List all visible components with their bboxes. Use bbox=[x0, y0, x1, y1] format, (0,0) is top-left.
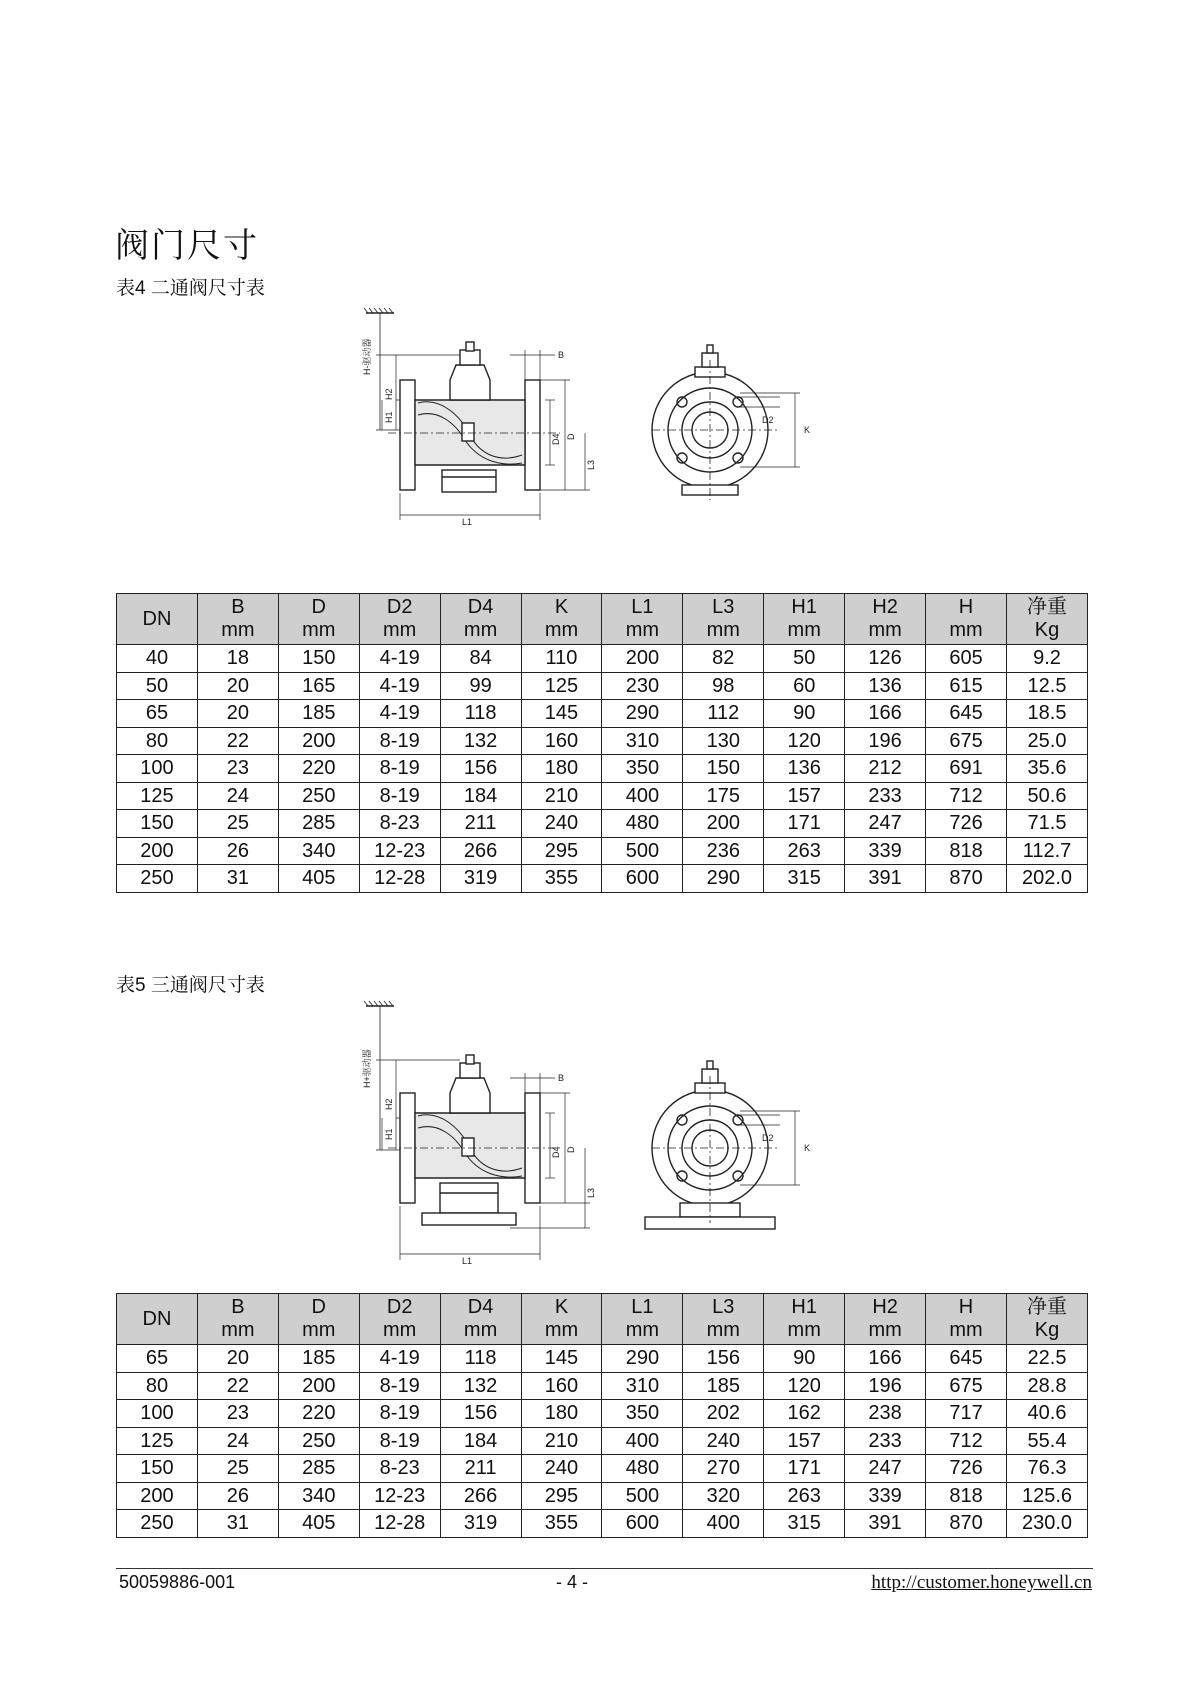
table-cell: 202 bbox=[683, 1400, 764, 1428]
table-cell: 84 bbox=[440, 645, 521, 673]
drawing4-label-b: B bbox=[558, 350, 565, 360]
table-row bbox=[117, 672, 1088, 700]
table5-header-cell: L3 mm bbox=[683, 1294, 764, 1345]
table5-header-cell: D4 mm bbox=[440, 1294, 521, 1345]
table-cell: 150 bbox=[683, 755, 764, 783]
table-cell: 285 bbox=[278, 810, 359, 838]
table-row bbox=[117, 782, 1088, 810]
table-cell: 125.6 bbox=[1006, 1482, 1087, 1510]
table-cell: 290 bbox=[602, 700, 683, 728]
table-cell: 320 bbox=[683, 1482, 764, 1510]
table-cell: 125 bbox=[117, 782, 198, 810]
table-row bbox=[117, 755, 1088, 783]
table-cell: 200 bbox=[117, 837, 198, 865]
table-cell: 98 bbox=[683, 672, 764, 700]
table-cell: 31 bbox=[197, 1510, 278, 1538]
table-cell: 26 bbox=[197, 837, 278, 865]
table-row bbox=[117, 1455, 1088, 1483]
table-cell: 500 bbox=[602, 837, 683, 865]
table-cell: 220 bbox=[278, 1400, 359, 1428]
drawing4-label-d: D bbox=[566, 433, 576, 440]
table-cell: 20 bbox=[197, 672, 278, 700]
table-cell: 160 bbox=[521, 1372, 602, 1400]
table-cell: 40 bbox=[117, 645, 198, 673]
table-cell: 166 bbox=[845, 1345, 926, 1373]
table-cell: 125 bbox=[521, 672, 602, 700]
table4-header-cell: H1 mm bbox=[764, 594, 845, 645]
footer-divider bbox=[116, 1568, 1093, 1569]
table-cell: 285 bbox=[278, 1455, 359, 1483]
table-cell: 4-19 bbox=[359, 672, 440, 700]
table-row bbox=[117, 1400, 1088, 1428]
table-cell: 712 bbox=[926, 1427, 1007, 1455]
table-cell: 295 bbox=[521, 1482, 602, 1510]
table-cell: 315 bbox=[764, 865, 845, 893]
table-cell: 20 bbox=[197, 1345, 278, 1373]
table-cell: 25 bbox=[197, 1455, 278, 1483]
table-row bbox=[117, 865, 1088, 893]
table5-header-cell: H1 mm bbox=[764, 1294, 845, 1345]
table-cell: 12-23 bbox=[359, 837, 440, 865]
table5-header-cell: 净重 Kg bbox=[1006, 1294, 1087, 1345]
table-cell: 400 bbox=[602, 1427, 683, 1455]
table-cell: 90 bbox=[764, 700, 845, 728]
table5-dimensions bbox=[116, 1293, 1088, 1538]
drawing5-label-k: K bbox=[804, 1143, 811, 1153]
table-cell: 184 bbox=[440, 782, 521, 810]
table4-header-cell: K mm bbox=[521, 594, 602, 645]
table5-header-cell: H mm bbox=[926, 1294, 1007, 1345]
table-cell: 405 bbox=[278, 865, 359, 893]
table-cell: 391 bbox=[845, 865, 926, 893]
table-cell: 132 bbox=[440, 727, 521, 755]
table4-header-cell: L3 mm bbox=[683, 594, 764, 645]
table4-header-cell: D2 mm bbox=[359, 594, 440, 645]
table-cell: 166 bbox=[845, 700, 926, 728]
table-cell: 156 bbox=[440, 1400, 521, 1428]
table-cell: 240 bbox=[521, 1455, 602, 1483]
table-cell: 35.6 bbox=[1006, 755, 1087, 783]
drawing5-label-h2: H2 bbox=[384, 1098, 394, 1110]
table-cell: 9.2 bbox=[1006, 645, 1087, 673]
table-cell: 20 bbox=[197, 700, 278, 728]
table-cell: 28.8 bbox=[1006, 1372, 1087, 1400]
table-cell: 136 bbox=[764, 755, 845, 783]
table-cell: 150 bbox=[117, 810, 198, 838]
table-cell: 196 bbox=[845, 1372, 926, 1400]
table-cell: 600 bbox=[602, 1510, 683, 1538]
table4-header-cell: D mm bbox=[278, 594, 359, 645]
table-cell: 266 bbox=[440, 837, 521, 865]
table-cell: 24 bbox=[197, 1427, 278, 1455]
table-cell: 8-19 bbox=[359, 782, 440, 810]
drawing4-label-h2: H2 bbox=[384, 388, 394, 400]
table4-header-cell: 净重 Kg bbox=[1006, 594, 1087, 645]
table-cell: 112.7 bbox=[1006, 837, 1087, 865]
table-cell: 818 bbox=[926, 837, 1007, 865]
table-cell: 645 bbox=[926, 700, 1007, 728]
table-cell: 350 bbox=[602, 1400, 683, 1428]
table5-header-cell: L1 mm bbox=[602, 1294, 683, 1345]
table-cell: 82 bbox=[683, 645, 764, 673]
table4-body bbox=[117, 645, 1088, 893]
table-row bbox=[117, 1510, 1088, 1538]
table-cell: 80 bbox=[117, 1372, 198, 1400]
table-cell: 8-19 bbox=[359, 1427, 440, 1455]
table-cell: 675 bbox=[926, 1372, 1007, 1400]
table-cell: 12-23 bbox=[359, 1482, 440, 1510]
table-cell: 290 bbox=[602, 1345, 683, 1373]
table-cell: 171 bbox=[764, 1455, 845, 1483]
table-cell: 230 bbox=[602, 672, 683, 700]
table-cell: 870 bbox=[926, 865, 1007, 893]
table-cell: 391 bbox=[845, 1510, 926, 1538]
table-cell: 8-23 bbox=[359, 1455, 440, 1483]
table-cell: 23 bbox=[197, 1400, 278, 1428]
table-cell: 175 bbox=[683, 782, 764, 810]
table5-header-cell: B mm bbox=[197, 1294, 278, 1345]
table-cell: 162 bbox=[764, 1400, 845, 1428]
table-cell: 310 bbox=[602, 727, 683, 755]
table-cell: 118 bbox=[440, 700, 521, 728]
table-cell: 145 bbox=[521, 1345, 602, 1373]
table-cell: 22.5 bbox=[1006, 1345, 1087, 1373]
table-cell: 145 bbox=[521, 700, 602, 728]
two-way-valve-drawing bbox=[360, 305, 1080, 570]
table-cell: 238 bbox=[845, 1400, 926, 1428]
table4-dimensions bbox=[116, 593, 1088, 893]
table-cell: 112 bbox=[683, 700, 764, 728]
table-cell: 315 bbox=[764, 1510, 845, 1538]
table-cell: 691 bbox=[926, 755, 1007, 783]
footer-url-link[interactable]: http://customer.honeywell.cn bbox=[871, 1572, 1092, 1593]
table-cell: 99 bbox=[440, 672, 521, 700]
table-cell: 55.4 bbox=[1006, 1427, 1087, 1455]
table4-header-row bbox=[117, 594, 1088, 645]
table-cell: 319 bbox=[440, 865, 521, 893]
drawing4-label-h1: H1 bbox=[384, 411, 394, 423]
drawing5-label-h1: H1 bbox=[384, 1128, 394, 1140]
table-cell: 180 bbox=[521, 1400, 602, 1428]
table-cell: 870 bbox=[926, 1510, 1007, 1538]
table-row bbox=[117, 1482, 1088, 1510]
table5-header-cell: D2 mm bbox=[359, 1294, 440, 1345]
table-cell: 247 bbox=[845, 1455, 926, 1483]
table-cell: 645 bbox=[926, 1345, 1007, 1373]
table4-header-cell: L1 mm bbox=[602, 594, 683, 645]
table-cell: 185 bbox=[278, 700, 359, 728]
table-cell: 4-19 bbox=[359, 1345, 440, 1373]
table5-header-cell: H2 mm bbox=[845, 1294, 926, 1345]
table-cell: 120 bbox=[764, 1372, 845, 1400]
table-cell: 156 bbox=[683, 1345, 764, 1373]
table-cell: 125 bbox=[117, 1427, 198, 1455]
table-cell: 200 bbox=[278, 1372, 359, 1400]
table-cell: 126 bbox=[845, 645, 926, 673]
table5-header-cell: D mm bbox=[278, 1294, 359, 1345]
drawing4-label-d4: D4 bbox=[551, 433, 561, 445]
drawing4-label-d2: D2 bbox=[762, 415, 774, 425]
table-cell: 339 bbox=[845, 837, 926, 865]
table4-header-cell: H2 mm bbox=[845, 594, 926, 645]
table-cell: 40.6 bbox=[1006, 1400, 1087, 1428]
drawing5-label-d: D bbox=[566, 1146, 576, 1153]
table-cell: 295 bbox=[521, 837, 602, 865]
table-cell: 132 bbox=[440, 1372, 521, 1400]
table-cell: 157 bbox=[764, 1427, 845, 1455]
table-cell: 4-19 bbox=[359, 645, 440, 673]
table-cell: 25.0 bbox=[1006, 727, 1087, 755]
table-cell: 171 bbox=[764, 810, 845, 838]
table-cell: 150 bbox=[278, 645, 359, 673]
table-cell: 480 bbox=[602, 1455, 683, 1483]
table-cell: 220 bbox=[278, 755, 359, 783]
table-cell: 340 bbox=[278, 1482, 359, 1510]
table-cell: 200 bbox=[602, 645, 683, 673]
table-cell: 717 bbox=[926, 1400, 1007, 1428]
table-cell: 130 bbox=[683, 727, 764, 755]
table-cell: 250 bbox=[278, 1427, 359, 1455]
table-cell: 8-19 bbox=[359, 727, 440, 755]
table-cell: 50 bbox=[117, 672, 198, 700]
three-way-valve-drawing bbox=[360, 998, 1080, 1278]
table-cell: 500 bbox=[602, 1482, 683, 1510]
drawing4-label-l1: L1 bbox=[462, 517, 473, 527]
table-cell: 250 bbox=[278, 782, 359, 810]
table-cell: 18 bbox=[197, 645, 278, 673]
table-cell: 71.5 bbox=[1006, 810, 1087, 838]
table-cell: 118 bbox=[440, 1345, 521, 1373]
table-cell: 18.5 bbox=[1006, 700, 1087, 728]
table-cell: 60 bbox=[764, 672, 845, 700]
table-cell: 675 bbox=[926, 727, 1007, 755]
table-cell: 31 bbox=[197, 865, 278, 893]
table-cell: 405 bbox=[278, 1510, 359, 1538]
table-cell: 319 bbox=[440, 1510, 521, 1538]
drawing5-label-b: B bbox=[558, 1073, 565, 1083]
table-row bbox=[117, 727, 1088, 755]
table-cell: 180 bbox=[521, 755, 602, 783]
footer-doc-number: 50059886-001 bbox=[119, 1572, 236, 1592]
drawing5-label-l3: L3 bbox=[586, 1187, 596, 1198]
table-cell: 233 bbox=[845, 1427, 926, 1455]
table-row bbox=[117, 810, 1088, 838]
table-cell: 8-19 bbox=[359, 1400, 440, 1428]
table-cell: 22 bbox=[197, 1372, 278, 1400]
table4-header-cell: DN bbox=[117, 594, 198, 645]
table-cell: 726 bbox=[926, 1455, 1007, 1483]
table4-header-cell: H mm bbox=[926, 594, 1007, 645]
table-cell: 24 bbox=[197, 782, 278, 810]
drawing4-label-k: K bbox=[804, 425, 811, 435]
table4-caption: 表4 二通阀尺寸表 bbox=[116, 278, 265, 299]
table5-header-cell: K mm bbox=[521, 1294, 602, 1345]
table-cell: 270 bbox=[683, 1455, 764, 1483]
table-cell: 355 bbox=[521, 1510, 602, 1538]
table-cell: 156 bbox=[440, 755, 521, 783]
table-cell: 12.5 bbox=[1006, 672, 1087, 700]
table-cell: 22 bbox=[197, 727, 278, 755]
table-cell: 339 bbox=[845, 1482, 926, 1510]
table-cell: 200 bbox=[117, 1482, 198, 1510]
table-cell: 165 bbox=[278, 672, 359, 700]
table-cell: 185 bbox=[278, 1345, 359, 1373]
table5-header-row bbox=[117, 1294, 1088, 1345]
table-row bbox=[117, 1345, 1088, 1373]
table-cell: 184 bbox=[440, 1427, 521, 1455]
drawing4-label-h-actuator: H-驱动器 bbox=[362, 338, 372, 375]
table-cell: 350 bbox=[602, 755, 683, 783]
table-cell: 263 bbox=[764, 837, 845, 865]
table-cell: 50.6 bbox=[1006, 782, 1087, 810]
table-cell: 120 bbox=[764, 727, 845, 755]
table-cell: 200 bbox=[683, 810, 764, 838]
drawing4-label-l3: L3 bbox=[586, 459, 596, 470]
table-cell: 240 bbox=[683, 1427, 764, 1455]
table-cell: 23 bbox=[197, 755, 278, 783]
table-cell: 26 bbox=[197, 1482, 278, 1510]
table5-caption: 表5 三通阀尺寸表 bbox=[116, 975, 265, 996]
table-cell: 210 bbox=[521, 782, 602, 810]
table-cell: 65 bbox=[117, 1345, 198, 1373]
table-row bbox=[117, 837, 1088, 865]
table-cell: 196 bbox=[845, 727, 926, 755]
drawing5-label-h-actuator: H+驱动器 bbox=[362, 1049, 372, 1088]
table-cell: 818 bbox=[926, 1482, 1007, 1510]
table-cell: 8-19 bbox=[359, 1372, 440, 1400]
table-cell: 76.3 bbox=[1006, 1455, 1087, 1483]
table-cell: 211 bbox=[440, 810, 521, 838]
table-cell: 250 bbox=[117, 865, 198, 893]
table-row bbox=[117, 1372, 1088, 1400]
drawing5-label-d4: D4 bbox=[551, 1146, 561, 1158]
table-cell: 136 bbox=[845, 672, 926, 700]
table-cell: 157 bbox=[764, 782, 845, 810]
drawing5-label-l1: L1 bbox=[462, 1256, 473, 1266]
table-cell: 200 bbox=[278, 727, 359, 755]
table-cell: 355 bbox=[521, 865, 602, 893]
table-cell: 211 bbox=[440, 1455, 521, 1483]
table-cell: 50 bbox=[764, 645, 845, 673]
table-cell: 12-28 bbox=[359, 865, 440, 893]
table-cell: 400 bbox=[602, 782, 683, 810]
table-row bbox=[117, 645, 1088, 673]
table-cell: 160 bbox=[521, 727, 602, 755]
table-cell: 150 bbox=[117, 1455, 198, 1483]
table-cell: 600 bbox=[602, 865, 683, 893]
table-cell: 310 bbox=[602, 1372, 683, 1400]
table-cell: 4-19 bbox=[359, 700, 440, 728]
table-cell: 400 bbox=[683, 1510, 764, 1538]
table-cell: 250 bbox=[117, 1510, 198, 1538]
table5-header-cell: DN bbox=[117, 1294, 198, 1345]
table-cell: 266 bbox=[440, 1482, 521, 1510]
table-row bbox=[117, 1427, 1088, 1455]
table-cell: 202.0 bbox=[1006, 865, 1087, 893]
table-cell: 100 bbox=[117, 755, 198, 783]
table-cell: 230.0 bbox=[1006, 1510, 1087, 1538]
table-cell: 615 bbox=[926, 672, 1007, 700]
page-title: 阀门尺寸 bbox=[115, 227, 259, 265]
table-cell: 100 bbox=[117, 1400, 198, 1428]
table-row bbox=[117, 700, 1088, 728]
table-cell: 8-19 bbox=[359, 755, 440, 783]
table4-header-cell: B mm bbox=[197, 594, 278, 645]
table-cell: 25 bbox=[197, 810, 278, 838]
table-cell: 212 bbox=[845, 755, 926, 783]
table-cell: 236 bbox=[683, 837, 764, 865]
table-cell: 340 bbox=[278, 837, 359, 865]
table-cell: 80 bbox=[117, 727, 198, 755]
table-cell: 712 bbox=[926, 782, 1007, 810]
drawing5-label-d2: D2 bbox=[762, 1133, 774, 1143]
table-cell: 12-28 bbox=[359, 1510, 440, 1538]
table5-body bbox=[117, 1345, 1088, 1538]
table-cell: 185 bbox=[683, 1372, 764, 1400]
table-cell: 290 bbox=[683, 865, 764, 893]
table-cell: 8-23 bbox=[359, 810, 440, 838]
table-cell: 263 bbox=[764, 1482, 845, 1510]
footer-page-number: - 4 - bbox=[556, 1572, 589, 1592]
table-cell: 110 bbox=[521, 645, 602, 673]
table-cell: 233 bbox=[845, 782, 926, 810]
table-cell: 247 bbox=[845, 810, 926, 838]
table-cell: 480 bbox=[602, 810, 683, 838]
table-cell: 726 bbox=[926, 810, 1007, 838]
table-cell: 240 bbox=[521, 810, 602, 838]
table-cell: 605 bbox=[926, 645, 1007, 673]
table-cell: 210 bbox=[521, 1427, 602, 1455]
table-cell: 65 bbox=[117, 700, 198, 728]
table-cell: 90 bbox=[764, 1345, 845, 1373]
table4-header-cell: D4 mm bbox=[440, 594, 521, 645]
